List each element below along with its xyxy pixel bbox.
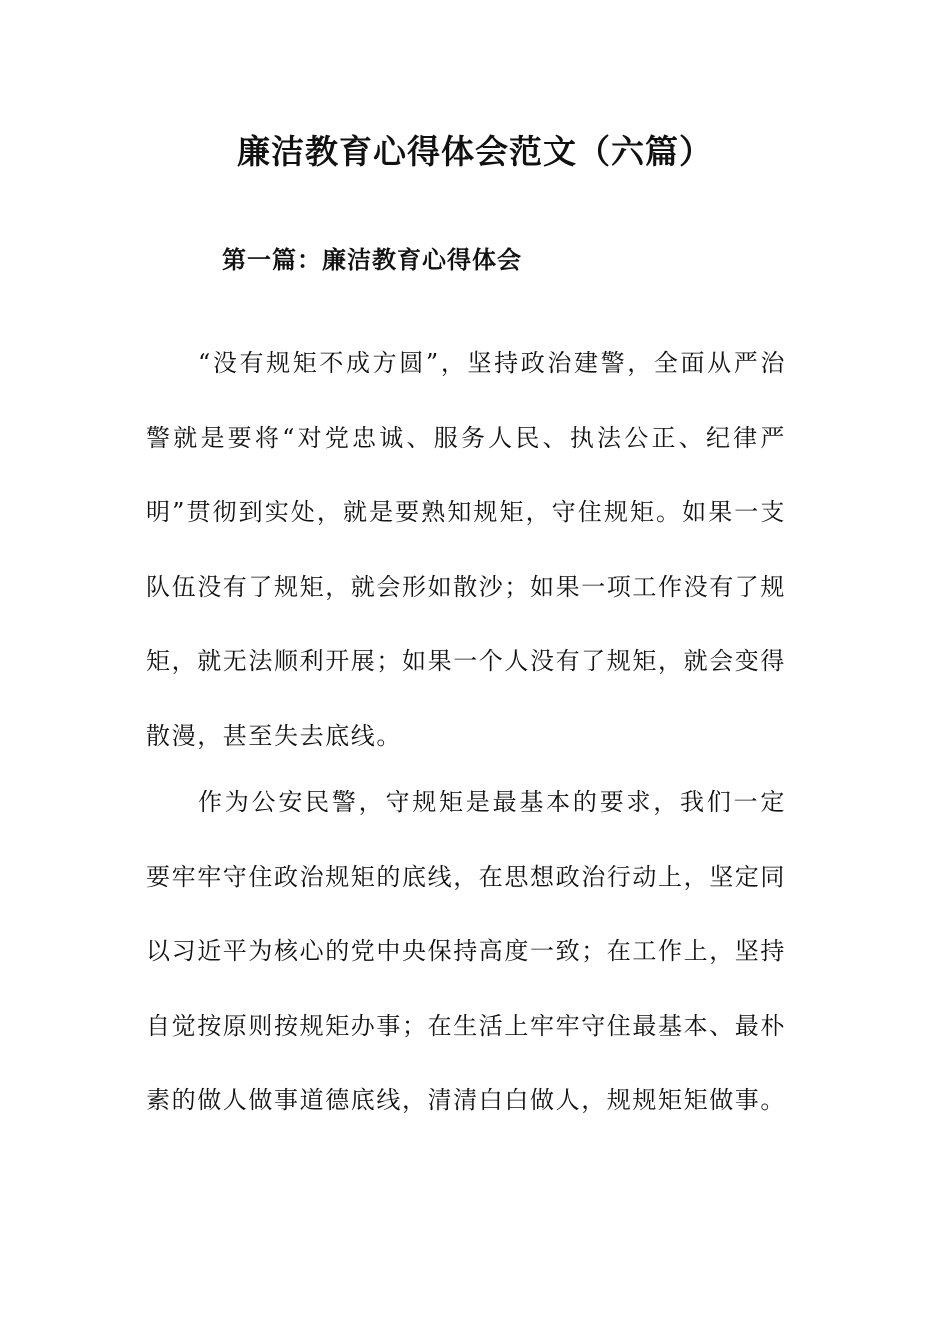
section-heading: 第一篇：廉洁教育心得体会 xyxy=(222,246,522,274)
body-paragraph-1: “没有规矩不成方圆”，坚持政治建警，全面从严治警就是要将“对党忠诚、服务人民、执法公正、纪律严明”贯彻到实处，就是要熟知规矩，守住规矩。如果一支队伍没有了规矩，就会形如散沙；如果一项工作没有了规矩，就无法顺利开展；如果一个人没有了规矩，就会变得散漫，甚至失去底线。 xyxy=(146,349,786,750)
body-paragraph-2: 作为公安民警，守规矩是最基本的要求，我们一定要牢牢守住政治规矩的底线，在思想政治行动上，坚定同以习近平为核心的党中央保持高度一致；在工作上，坚持自觉按原则按规矩办事；在生活上牢牢守住最基本、最朴素的做人做事道德底线，清清白白做人，规规矩矩做事。 xyxy=(146,788,786,1114)
document-title: 廉洁教育心得体会范文（六篇） xyxy=(237,132,713,171)
